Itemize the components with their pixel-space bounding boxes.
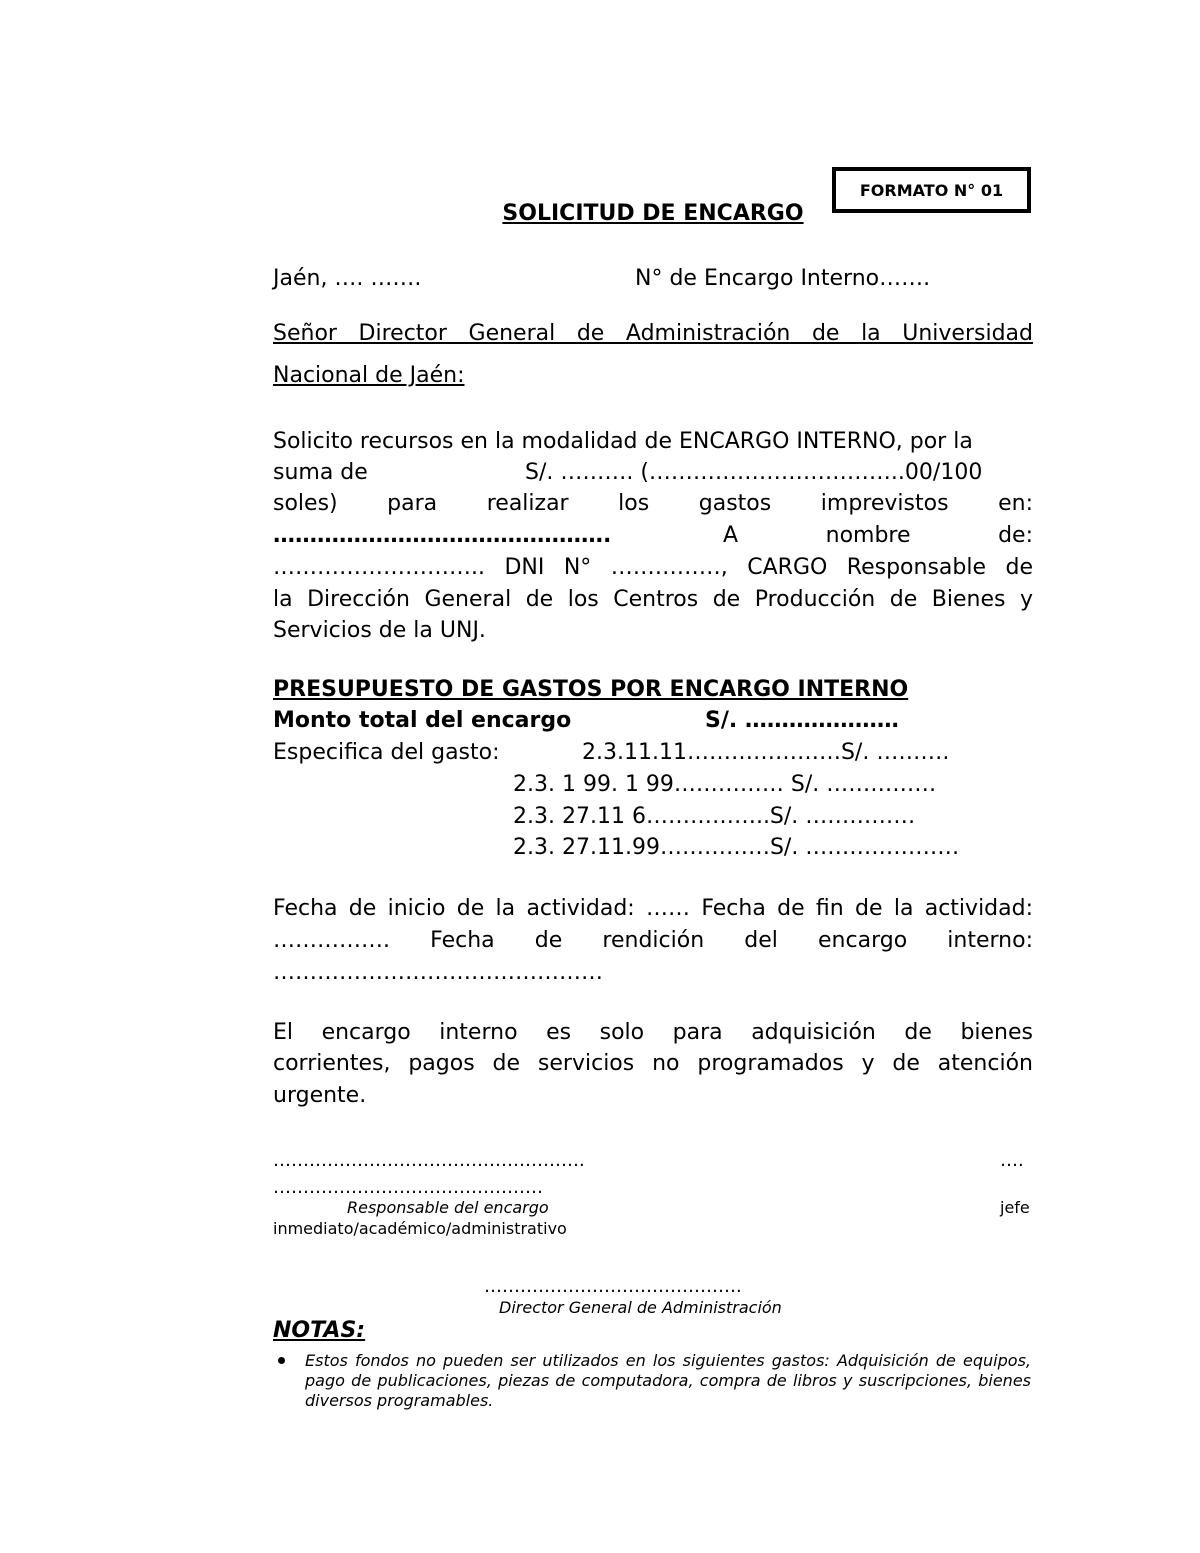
suma-label: suma de — [273, 460, 368, 485]
note-line-1: El encargo interno es solo para adquisición de bienes — [273, 1020, 1033, 1045]
request-line-2 — [273, 460, 1033, 485]
jefe-label-cont: inmediato/académico/administrativo — [273, 1219, 567, 1238]
notas-item: Estos fondos no pueden ser utilizados en los siguientes gastos: Adquisición de equipos, pago de publicaciones, piezas de computadora, compra de libros y suscripciones, bienes diversos programables. — [305, 1351, 1031, 1410]
place-date: Jaén, …. ……. — [273, 266, 422, 291]
dates-line-2: ……………. Fecha de rendición del encargo interno: — [273, 928, 1033, 953]
gastos-dots: ………………………………………. — [273, 523, 612, 548]
suma-amount: S/. ………. (……………………………..00/100 — [525, 460, 983, 485]
request-line-6: la Dirección General de los Centros de Producción de Bienes y — [273, 587, 1033, 612]
director-dots: ……………………………………. — [484, 1276, 742, 1297]
total-label: Monto total del encargo — [273, 708, 572, 733]
a-nombre-de: A nombre de: — [723, 523, 1033, 548]
spec-label: Especifica del gasto: — [273, 740, 500, 765]
director-label: Director General de Administración — [499, 1298, 782, 1317]
addressee-line-1: Señor Director General de Administración de la Universidad — [273, 321, 1033, 346]
signature-dots-second: ……………………………………… — [273, 1177, 543, 1198]
spec-item-4: 2.3. 27.11.99……………S/. ………………… — [513, 835, 960, 860]
signature-dots-left: ……………………………………………. — [273, 1150, 585, 1171]
total-value: S/. ………………… — [705, 708, 899, 733]
encargo-number: N° de Encargo Interno……. — [635, 266, 931, 291]
budget-total — [273, 708, 1033, 733]
budget-spec-row — [273, 740, 1033, 765]
dates-line-3: ……………………………………… — [273, 960, 603, 985]
dates-line-1: Fecha de inicio de la actividad: …… Fecha de fin de la actividad: — [273, 896, 1033, 921]
budget-heading: PRESUPUESTO DE GASTOS POR ENCARGO INTERNO — [273, 677, 909, 702]
responsable-label: Responsable del encargo — [347, 1198, 549, 1217]
notas-title: NOTAS: — [273, 1318, 366, 1343]
request-line-5: ……………………….. DNI N° ……………, CARGO Responsable de — [273, 555, 1033, 580]
spec-item-3: 2.3. 27.11 6……………..S/. …………… — [513, 804, 916, 829]
request-line-7: Servicios de la UNJ. — [273, 618, 486, 643]
header-line — [273, 266, 1033, 291]
signature-dots-right: …. — [1000, 1150, 1024, 1171]
request-line-4 — [273, 523, 1033, 548]
spec-item-2: 2.3. 1 99. 1 99…………… S/. …………… — [513, 772, 937, 797]
bullet-icon — [278, 1357, 285, 1364]
addressee-line-2: Nacional de Jaén: — [273, 363, 465, 388]
jefe-label: jefe — [1000, 1198, 1030, 1217]
spec-item-1: 2.3.11.11…………………S/. ………. — [582, 740, 950, 765]
request-line-1: Solicito recursos en la modalidad de ENCARGO INTERNO, por la — [273, 429, 973, 454]
note-line-3: urgente. — [273, 1083, 367, 1108]
request-line-3: soles) para realizar los gastos imprevistos en: — [273, 491, 1033, 516]
document-title: SOLICITUD DE ENCARGO — [502, 201, 804, 226]
note-line-2: corrientes, pagos de servicios no programados y de atención — [273, 1051, 1033, 1076]
formato-box: FORMATO N° 01 — [832, 167, 1031, 213]
